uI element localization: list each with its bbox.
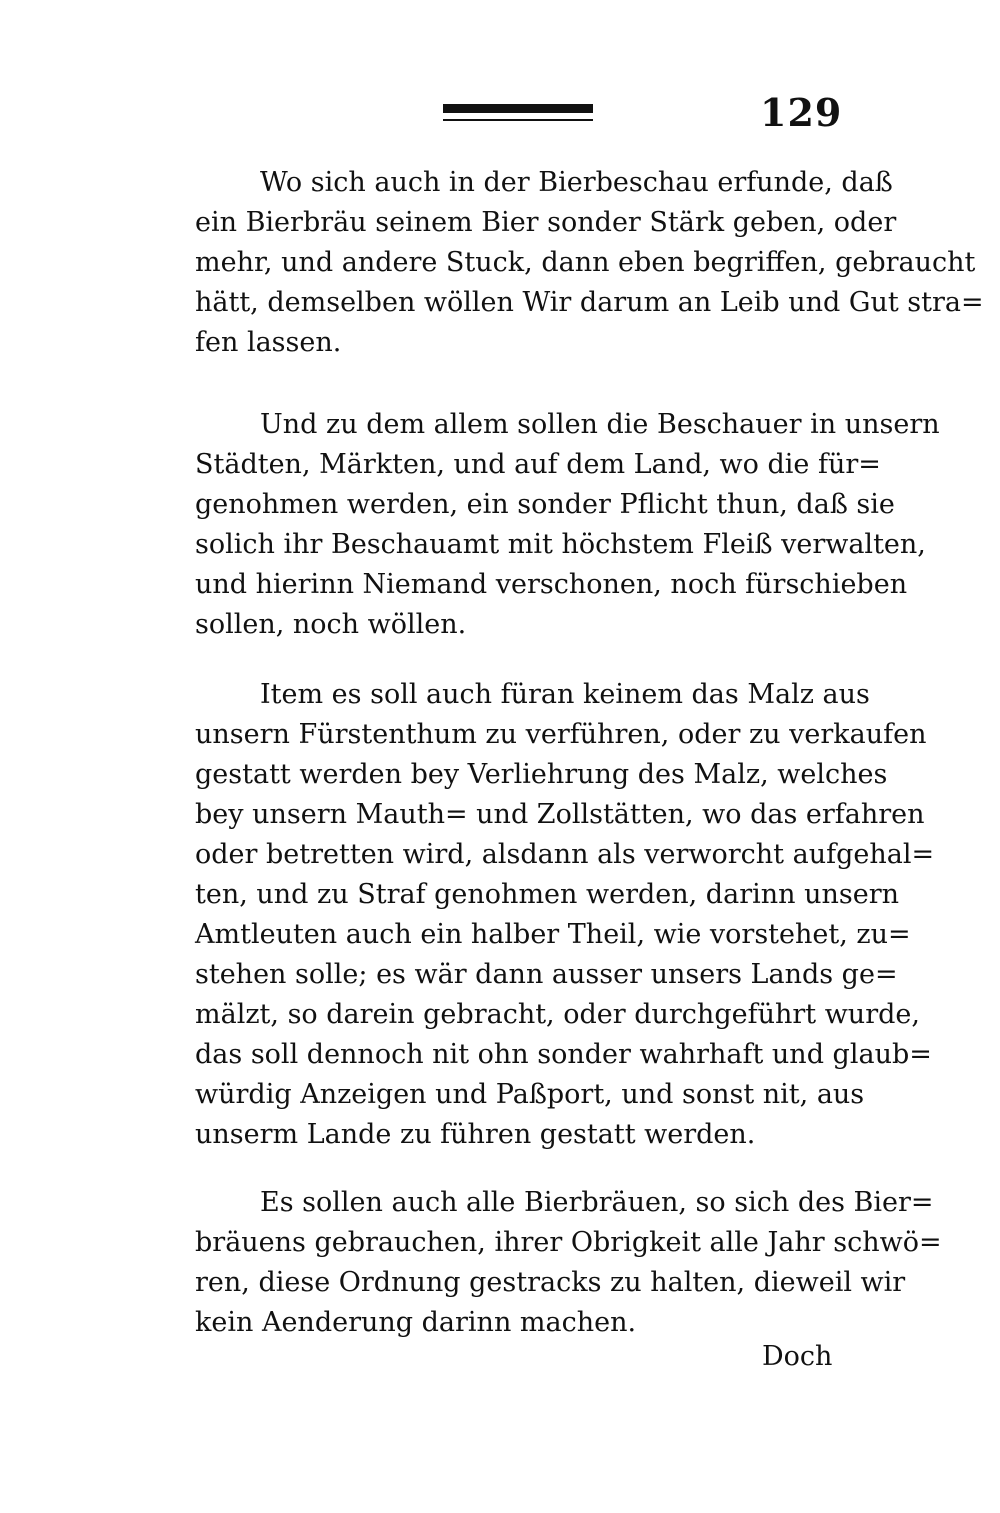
text-line: bey unsern Mauth= und Zollstätten, wo das erfahren (195, 799, 925, 830)
text-line: würdig Anzeigen und Paßport, und sonst nit, aus (195, 1079, 865, 1110)
text-line: mehr, und andere Stuck, dann eben begriffen, gebraucht (195, 247, 976, 278)
text-line: und hierinn Niemand verschonen, noch fürschieben (195, 569, 908, 600)
page-number: 129 (760, 90, 843, 135)
text-line: Wo sich auch in der Bierbeschau erfunde, daß (260, 167, 893, 198)
text-line: bräuens gebrauchen, ihrer Obrigkeit alle Jahr schwö= (195, 1227, 942, 1258)
text-line: das soll dennoch nit ohn sonder wahrhaft und glaub= (195, 1039, 932, 1070)
text-line: solich ihr Beschauamt mit höchstem Fleiß verwalten, (195, 529, 926, 560)
text-line: fen lassen. (195, 327, 342, 358)
catchword: Doch (762, 1341, 833, 1372)
text-line: ein Bierbräu seinem Bier sonder Stärk geben, oder (195, 207, 897, 238)
text-line: ren, diese Ordnung gestracks zu halten, dieweil wir (195, 1267, 906, 1298)
text-line: Und zu dem allem sollen die Beschauer in unsern (260, 409, 940, 440)
text-line: ten, und zu Straf genohmen werden, darinn unsern (195, 879, 900, 910)
text-line: Item es soll auch füran keinem das Malz aus (260, 679, 870, 710)
text-line: oder betretten wird, alsdann als verworcht aufgehal= (195, 839, 935, 870)
text-line: mälzt, so darein gebracht, oder durchgeführt wurde, (195, 999, 920, 1030)
text-line: Städten, Märkten, und auf dem Land, wo die für= (195, 449, 881, 480)
text-line: Es sollen auch alle Bierbräuen, so sich des Bier= (260, 1187, 934, 1218)
text-line: Amtleuten auch ein halber Theil, wie vorstehet, zu= (195, 919, 911, 950)
header-rule-thick (443, 104, 593, 113)
text-line: hätt, demselben wöllen Wir darum an Leib und Gut stra= (195, 287, 984, 318)
text-line: genohmen werden, ein sonder Pflicht thun, daß sie (195, 489, 895, 520)
text-line: stehen solle; es wär dann ausser unsers Lands ge= (195, 959, 898, 990)
text-line: sollen, noch wöllen. (195, 609, 467, 640)
text-line: unsern Fürstenthum zu verführen, oder zu verkaufen (195, 719, 927, 750)
text-line: kein Aenderung darinn machen. (195, 1307, 637, 1338)
text-line: gestatt werden bey Verliehrung des Malz, welches (195, 759, 888, 790)
text-line: unserm Lande zu führen gestatt werden. (195, 1119, 756, 1150)
header-rule (443, 104, 593, 124)
header-rule-thin (443, 119, 593, 121)
